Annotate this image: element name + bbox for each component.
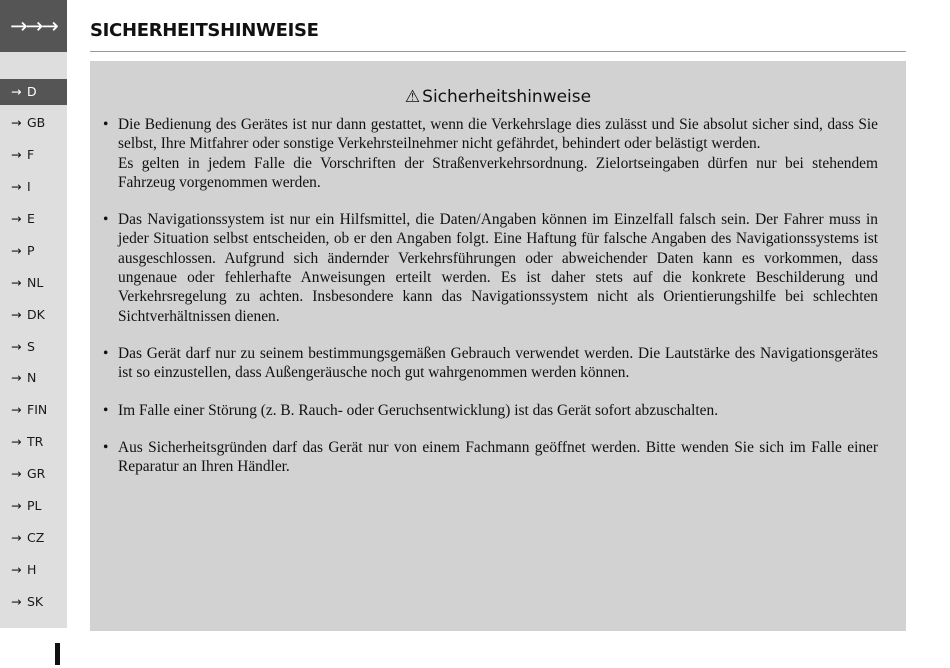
sidebar-item-dk[interactable]: [0, 302, 67, 328]
sidebar-item-cz[interactable]: [0, 525, 67, 551]
bullet-icon: •: [103, 438, 109, 456]
bullet-text: Die Bedienung des Gerätes ist nur dann gestattet, wenn die Verkehrslage dies zulässt und Sie absolut sicher sind, dass Sie selbst, Ihre Mitfahrer oder sonstige Verkehrsteilnehmer nicht gefährdet, behindert oder belästigt werden.: [118, 116, 878, 153]
sidebar-item-label: NL: [27, 275, 44, 290]
page-marker: [55, 643, 60, 665]
bullet-icon: •: [103, 401, 109, 419]
sidebar-item-label: GR: [27, 466, 46, 481]
section-title: [90, 87, 906, 107]
sidebar-item-label: H: [27, 562, 37, 577]
sidebar-item-label: PL: [27, 498, 42, 513]
sidebar-item-d[interactable]: [0, 79, 67, 105]
arrow-right-icon: →: [11, 498, 22, 513]
safety-notice-box: [90, 61, 906, 631]
arrow-right-icon: →: [11, 84, 22, 99]
warning-triangle-icon: ⚠: [404, 87, 421, 107]
bullet-text: Das Gerät darf nur zu seinem bestimmungsgemäßen Gebrauch verwendet werden. Die Lautstärke des Navigationsgerätes ist so einzustellen, dass Außengeräusche noch gut wahrgenommen werden können.: [118, 344, 878, 382]
bullet-text: Aus Sicherheitsgründen darf das Gerät nur von einem Fachmann geöffnet werden. Bitte wenden Sie sich im Falle einer Reparatur an Ihren Händler.: [118, 438, 878, 476]
sidebar-item-label: N: [27, 370, 37, 385]
arrow-right-icon: →: [11, 307, 22, 322]
sidebar-item-f[interactable]: [0, 142, 67, 168]
arrow-right-icon: →: [11, 179, 22, 194]
sidebar-item-label: D: [27, 84, 37, 99]
sidebar-item-h[interactable]: [0, 557, 67, 583]
list-item: [103, 210, 878, 326]
arrow-right-icon: →: [11, 466, 22, 481]
list-item: [103, 401, 878, 420]
arrow-right-icon: →: [11, 370, 22, 385]
bullet-text: Das Navigationssystem ist nur ein Hilfsmittel, die Daten/Angaben können im Einzelfall falsch sein. Der Fahrer muss in jeder Situation selbst entscheiden, ob er den Angaben folgt. Eine Haftung für falsche Angaben des Navigationssystems ist ausgeschlossen. Aufgrund sich ändernder Verkehrsführungen oder abweichender Daten kann es vorkommen, dass ungenaue oder fehlerhafte Anweisungen erteilt werden. Es ist daher stets auf die konkrete Beschilderung und Verkehrsregelung zu achten. Insbesondere kann das Navigationssystem nicht als Orientierungshilfe bei schlechten Sichtverhältnissen dienen.: [118, 211, 878, 325]
sidebar-item-label: CZ: [27, 530, 45, 545]
arrow-right-icon: →: [11, 147, 22, 162]
sidebar-item-s[interactable]: [0, 334, 67, 360]
arrow-right-icon: →: [11, 594, 22, 609]
sidebar-item-label: S: [27, 339, 35, 354]
sidebar-item-p[interactable]: [0, 238, 67, 264]
title-divider: [90, 51, 906, 52]
list-item: [103, 438, 878, 477]
bullet-text: Es gelten in jedem Falle die Vorschriften der Straßenverkehrsordnung. Zielortseingaben dürfen nur bei stehendem Fahrzeug vorgenommen werden.: [118, 154, 878, 191]
arrow-right-icon: →: [11, 115, 22, 130]
sidebar-item-nl[interactable]: [0, 270, 67, 296]
arrow-right-icon: →: [11, 243, 22, 258]
page-title: SICHERHEITSHINWEISE: [90, 20, 319, 41]
sidebar-item-label: F: [27, 147, 35, 162]
sidebar-item-gb[interactable]: [0, 110, 67, 136]
sidebar-item-label: DK: [27, 307, 45, 322]
list-item: [103, 344, 878, 383]
sidebar-item-label: TR: [27, 434, 44, 449]
language-sidebar: [0, 52, 67, 628]
sidebar-item-gr[interactable]: [0, 461, 67, 487]
sidebar-item-n[interactable]: [0, 365, 67, 391]
sidebar-item-tr[interactable]: [0, 429, 67, 455]
sidebar-item-label: P: [27, 243, 35, 258]
sidebar-item-i[interactable]: [0, 174, 67, 200]
sidebar-item-e[interactable]: [0, 206, 67, 232]
arrow-right-icon: →: [11, 275, 22, 290]
sidebar-item-label: FIN: [27, 402, 48, 417]
sidebar-item-label: I: [27, 179, 31, 194]
arrow-right-icon: →: [11, 562, 22, 577]
sidebar-item-label: GB: [27, 115, 46, 130]
sidebar-item-sk[interactable]: [0, 589, 67, 615]
sidebar-item-label: E: [27, 211, 35, 226]
safety-bullet-list: [103, 115, 878, 494]
arrow-right-icon: →: [11, 434, 22, 449]
bullet-icon: •: [103, 116, 109, 133]
arrow-right-icon: →: [11, 402, 22, 417]
bullet-icon: •: [103, 344, 109, 362]
chapter-tab-arrows-icon: →→→: [0, 0, 67, 52]
sidebar-item-fin[interactable]: [0, 397, 67, 423]
section-title-text: Sicherheitshinweise: [422, 87, 592, 107]
arrow-right-icon: →: [11, 339, 22, 354]
sidebar-item-pl[interactable]: [0, 493, 67, 519]
bullet-text: Im Falle einer Störung (z. B. Rauch- oder Geruchsentwicklung) ist das Gerät sofort abzuschalten.: [118, 401, 719, 419]
sidebar-item-label: SK: [27, 594, 44, 609]
list-item: [103, 115, 878, 192]
arrow-right-icon: →: [11, 530, 22, 545]
arrow-right-icon: →: [11, 211, 22, 226]
bullet-icon: •: [103, 211, 109, 229]
